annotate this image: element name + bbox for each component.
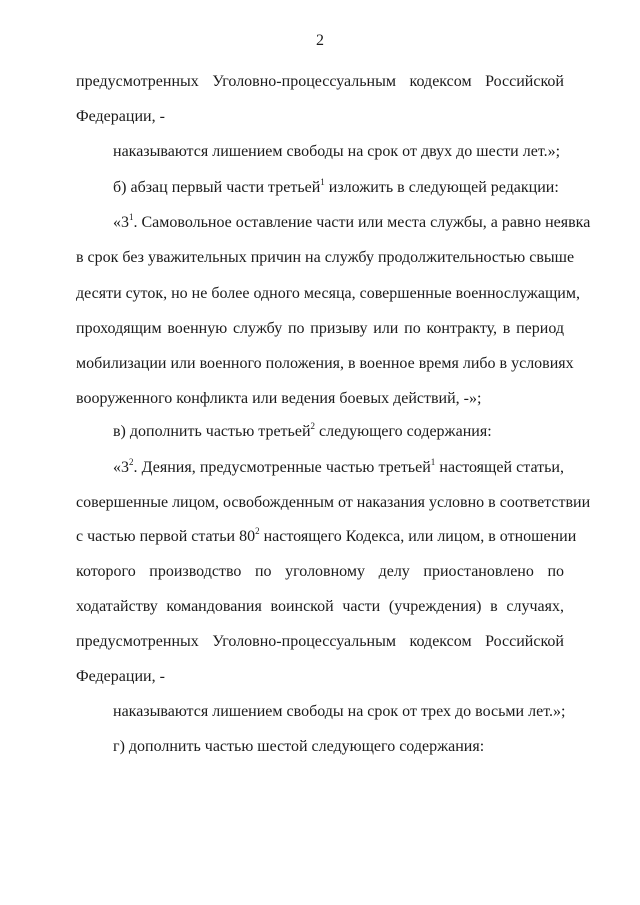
text-line: ходатайству командования воинской части (учреждения) в случаях, — [76, 598, 564, 615]
text-line: которого производство по уголовному делу приостановлено по — [76, 563, 564, 580]
text-fragment: изложить в следующей редакции: — [324, 179, 559, 196]
text-line: совершенные лицом, освобожденным от наказания условно в соответствии — [76, 494, 591, 511]
text-fragment: . Самовольное оставление части или места службы, а равно неявка — [133, 214, 591, 231]
text-fragment: следующего содержания: — [315, 423, 492, 440]
text-line — [113, 212, 591, 233]
text-line: десяти суток, но не более одного месяца, совершенные военнослужащим, — [76, 285, 580, 302]
text-line: Федерации, - — [76, 108, 165, 125]
text-fragment: настоящего Кодекса, или лицом, в отношении — [259, 528, 577, 545]
text-fragment: б) абзац первый части третьей — [113, 179, 321, 196]
text-line: в срок без уважительных причин на службу продолжительностью свыше — [76, 249, 575, 266]
text-fragment: «3 — [113, 459, 129, 476]
text-line: проходящим военную службу по призыву или по контракту, в период — [76, 320, 564, 337]
text-line: предусмотренных Уголовно-процессуальным кодексом Российской — [76, 73, 564, 90]
superscript: 2 — [129, 457, 134, 467]
text-line — [113, 458, 564, 478]
text-fragment: в) дополнить частью третьей — [113, 423, 311, 440]
text-line: предусмотренных Уголовно-процессуальным кодексом Российской — [76, 633, 564, 650]
superscript: 1 — [430, 457, 436, 467]
superscript: 2 — [255, 526, 260, 536]
text-line: наказываются лишением свободы на срок от трех до восьми лет.»; — [113, 703, 566, 720]
text-line — [76, 526, 577, 547]
text-fragment: с частью первой статьи 80 — [76, 528, 256, 545]
text-fragment: «3 — [113, 214, 129, 231]
page-number: 2 — [316, 32, 324, 49]
text-line — [113, 178, 564, 198]
text-line: г) дополнить частью шестой следующего содержания: — [113, 738, 485, 755]
superscript: 1 — [320, 177, 325, 187]
text-line — [113, 422, 564, 442]
text-fragment: . Деяния, предусмотренные частью третьей — [133, 459, 431, 476]
superscript: 2 — [310, 421, 316, 431]
text-line: наказываются лишением свободы на срок от двух до шести лет.»; — [113, 143, 561, 160]
superscript: 1 — [129, 212, 134, 222]
text-line: вооруженного конфликта или ведения боевых действий, -»; — [76, 390, 482, 407]
text-line: мобилизации или военного положения, в военное время либо в условиях — [76, 355, 574, 372]
text-fragment: настоящей статьи, — [435, 459, 564, 476]
text-line: Федерации, - — [76, 668, 165, 685]
